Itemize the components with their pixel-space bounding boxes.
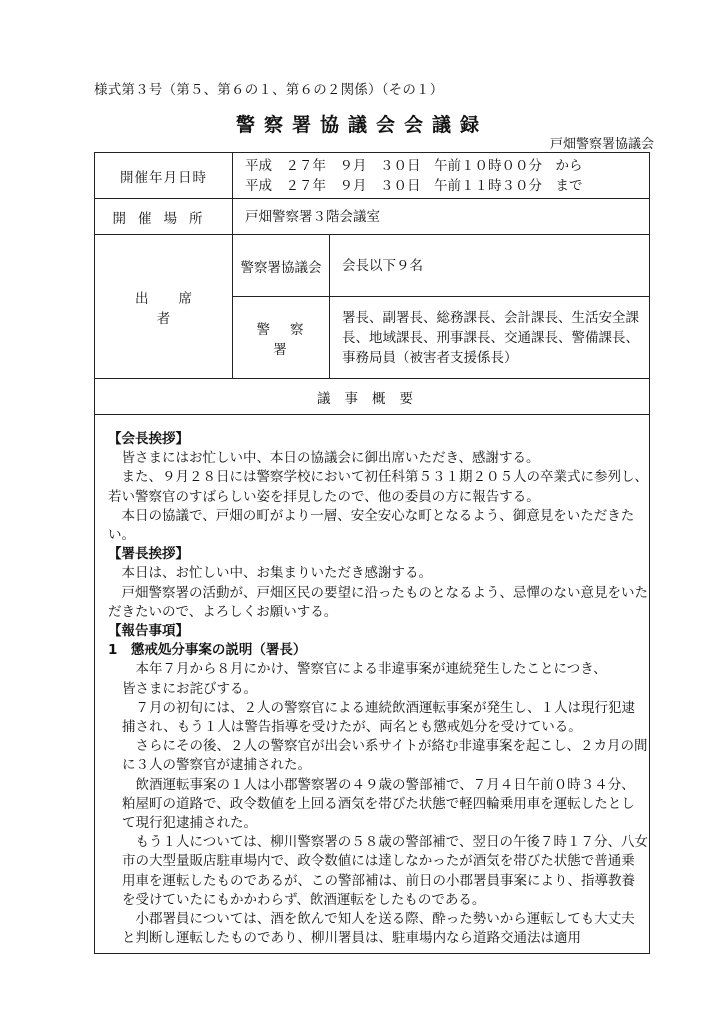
paragraph: もう１人については、柳川警察署の５８歳の警部補で、翌日の午後７時１７分、八女市の大型量販店駐車場内で、政令数値には達しなかったが酒気を帯びた状態で普通乗用車を運転したものであるが、この警部補は、前日の小郡署員事案により、指導教養を受けていたにもかかわらず、飲酒運転をしたものである。 [122, 834, 648, 908]
paragraph: 本日の協議で、戸畑の町がより一層、安全安心な町となるよう、御意見をいただきたい。 [108, 507, 635, 544]
document-title: 警察署協議会会議録 [235, 114, 488, 136]
paragraph: 本年７月から８月にかけ、警察官による非違事案が連続発生したことにつき、 [135, 661, 607, 678]
date-label: 開催年月日時 [95, 153, 233, 199]
attendees-label: 出席者 [95, 235, 233, 379]
paragraph: また、９月２８日には警察学校において初任科第５３１期２０５人の卒業式に参列し、若い警察官のすばらしい姿を拝見したので、他の委員の方に報告する。 [108, 469, 648, 505]
paragraph: 戸畑警察署の活動が、戸畑区民の要望に沿ったものとなるよう、忌憚のない意見をいただきたいので、よろしくお願いする。 [108, 584, 648, 620]
section-heading-report: 【報告事項】 [108, 623, 189, 640]
police-label: 警察署 [233, 297, 330, 379]
place-value: 戸畑警察署３階会議室 [233, 199, 650, 235]
paragraph: 皆さまにはお忙しい中、本日の協議会に御出席いただき、感謝する。 [121, 450, 540, 467]
summary-label: 議事概要 [95, 379, 650, 415]
council-value: 会長以下９名 [330, 235, 650, 297]
report-item-title: 1 懲戒処分事案の説明（署長） [108, 642, 307, 659]
police-value: 署長、副署長、総務課長、会計課長、生活安全課長、地域課長、刑事課長、交通課長、警備課長、事務局員（被害者支援係長） [330, 297, 650, 379]
paragraph: 皆さまにお詫びする。 [122, 680, 257, 697]
date-start: 平成 ２７年 ９月 ３０日 午前１０時００分 から [245, 157, 583, 174]
paragraph: 小郡署員については、酒を飲んで知人を送る際、酔った勢いから運転しても大丈夫と判断し運転したものであり、柳川署員は、駐車場内なら道路交通法は適用 [122, 911, 635, 947]
organization-name: 戸畑警察署協議会 [549, 137, 654, 152]
place-label: 開催場所 [95, 199, 233, 235]
date-value [233, 153, 650, 199]
section-heading-chair: 【会長挨拶】 [108, 431, 189, 447]
minutes-body [108, 430, 648, 948]
paragraph: ７月の初旬には、２人の警察官による連続飲酒運転事案が発生し、１人は現行犯逮捕され、もう１人は警告指導を受けたが、両名とも懲戒処分を受けている。 [122, 699, 635, 736]
council-label: 警察署協議会 [233, 235, 330, 297]
section-heading-chief: 【署長挨拶】 [108, 546, 189, 563]
meeting-info-table [94, 152, 650, 415]
paragraph: 飲酒運転事案の１人は小郡警察署の４９歳の警部補で、７月４日午前０時３４分、粕屋町の道路で、政令数値を上回る酒気を帯びた状態で軽四輪乗用車を運転したとして現行犯逮捕された。 [122, 776, 635, 832]
paragraph: さらにその後、２人の警察官が出会い系サイトが絡む非違事案を起こし、２カ月の間に３人の警察官が逮捕された。 [122, 738, 648, 774]
form-number: 様式第３号（第５、第６の１、第６の２関係）（その１） [94, 82, 444, 98]
date-end: 平成 ２７年 ９月 ３０日 午前１１時３０分 まで [245, 177, 583, 194]
paragraph: 本日は、お忙しい中、お集まりいただき感謝する。 [121, 565, 432, 582]
